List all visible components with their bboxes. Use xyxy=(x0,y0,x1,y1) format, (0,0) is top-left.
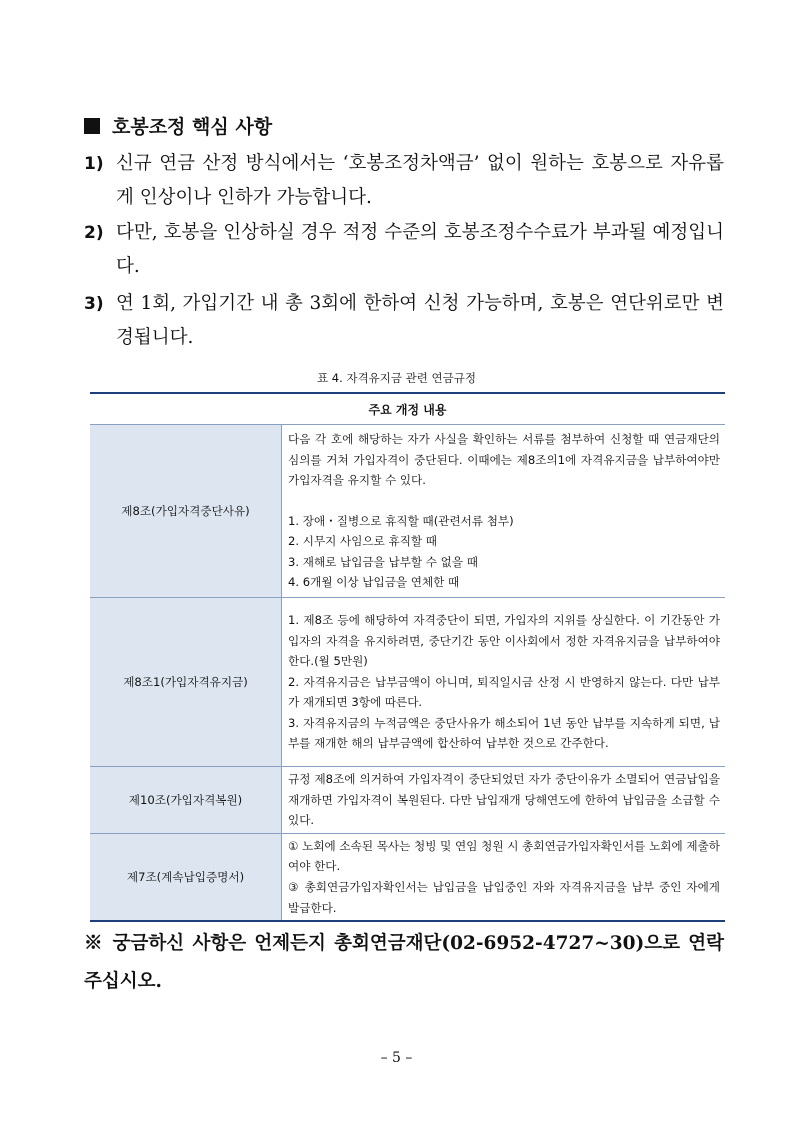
table-row xyxy=(90,598,725,767)
content-paragraph: 1. 제8조 등에 해당하여 자격중단이 되면, 가입자의 지위를 상실한다. 이 기간동안 가입자의 자격을 유지하려면, 중단기간 동안 이사회에서 정한 자격유지금을 납부하여야 한다.(월 5만원) xyxy=(288,612,720,669)
content-paragraph: 4. 6개월 이상 납입금을 연체한 때 xyxy=(288,575,460,590)
section-heading-text: 호봉조정 핵심 사항 xyxy=(112,116,273,138)
content-cell xyxy=(282,598,726,767)
article-cell: 제10조(가입자격복원) xyxy=(90,767,282,834)
contact-note: ※ 궁금하신 사항은 언제든지 총회연금재단(02-6952-4727~30)으로 연락주십시오. xyxy=(84,933,724,992)
table-row xyxy=(90,767,725,834)
section-heading xyxy=(84,112,272,139)
list-item-number: 2) xyxy=(84,223,104,243)
content-paragraph: 2. 자격유지금은 납부금액이 아니며, 퇴직일시금 산정 시 반영하지 않는다. 다만 납부가 재개되면 3항에 따른다. xyxy=(288,674,720,710)
list-item-text: 신규 연금 산정 방식에서는 ‘호봉조정차액금’ 없이 원하는 호봉으로 자유롭게 인상이나 인하가 가능합니다. xyxy=(116,153,724,208)
article-cell: 제8조1(가입자격유지금) xyxy=(90,598,282,767)
regulations-table xyxy=(90,392,725,922)
content-paragraph: 1. 장애・질병으로 휴직할 때(관련서류 첨부) xyxy=(288,513,514,528)
list-item xyxy=(84,216,724,284)
table-caption: 표 4. 자격유지금 관련 연금규정 xyxy=(317,371,476,385)
list-item-number: 3) xyxy=(84,294,104,314)
list-item-text: 연 1회, 가입기간 내 총 3회에 한하여 신청 가능하며, 호봉은 연단위로만 변경됩니다. xyxy=(116,293,724,348)
table-row xyxy=(90,833,725,921)
page-number: – 5 – xyxy=(380,1050,413,1066)
content-paragraph: 3. 자격유지금의 누적금액은 중단사유가 해소되어 1년 동안 납부를 지속하게 되면, 납부를 재개한 해의 납부금액에 합산하여 납부한 것으로 간주한다. xyxy=(288,715,720,751)
article-cell: 제7조(계속납입증명서) xyxy=(90,833,282,921)
content-cell xyxy=(282,767,726,834)
table-header-row xyxy=(90,393,725,425)
content-paragraph: 2. 시무지 사임으로 휴직할 때 xyxy=(288,534,437,549)
article-cell: 제8조(가입자격중단사유) xyxy=(90,425,282,598)
content-cell xyxy=(282,425,726,598)
list-item xyxy=(84,287,724,355)
list-item-text: 다만, 호봉을 인상하실 경우 적정 수준의 호봉조정수수료가 부과될 예정입니다. xyxy=(116,222,724,277)
content-paragraph: ① 노회에 소속된 목사는 청빙 및 연임 청원 시 총회연금가입자확인서를 노회에 제출하여야 한다. xyxy=(288,838,720,874)
content-paragraph: 3. 재해로 납입금을 납부할 수 없을 때 xyxy=(288,554,478,569)
content-cell xyxy=(282,833,726,921)
content-paragraph: 규정 제8조에 의거하여 가입자격이 중단되었던 자가 중단이유가 소멸되어 연금납입을 재개하면 가입자격이 복원된다. 다만 납입재개 당해연도에 한하여 납입금을 소급할 수 있다. xyxy=(288,772,720,828)
list-item xyxy=(84,147,724,215)
table-header: 주요 개정 내용 xyxy=(90,393,725,425)
content-paragraph: ③ 총회연금가입자확인서는 납입금을 납입중인 자와 자격유지금을 납부 중인 자에게 발급한다. xyxy=(288,879,720,915)
content-paragraph: 다음 각 호에 해당하는 자가 사실을 확인하는 서류를 첨부하여 신청할 때 연금재단의 심의를 거쳐 가입자격이 중단된다. 이때에는 제8조의1에 자격유지금을 납부하여야만 가입자격을 유지할 수 있다. xyxy=(288,431,720,488)
square-bullet-icon xyxy=(84,118,100,134)
table-row xyxy=(90,425,725,598)
list-item-number: 1) xyxy=(84,154,104,174)
